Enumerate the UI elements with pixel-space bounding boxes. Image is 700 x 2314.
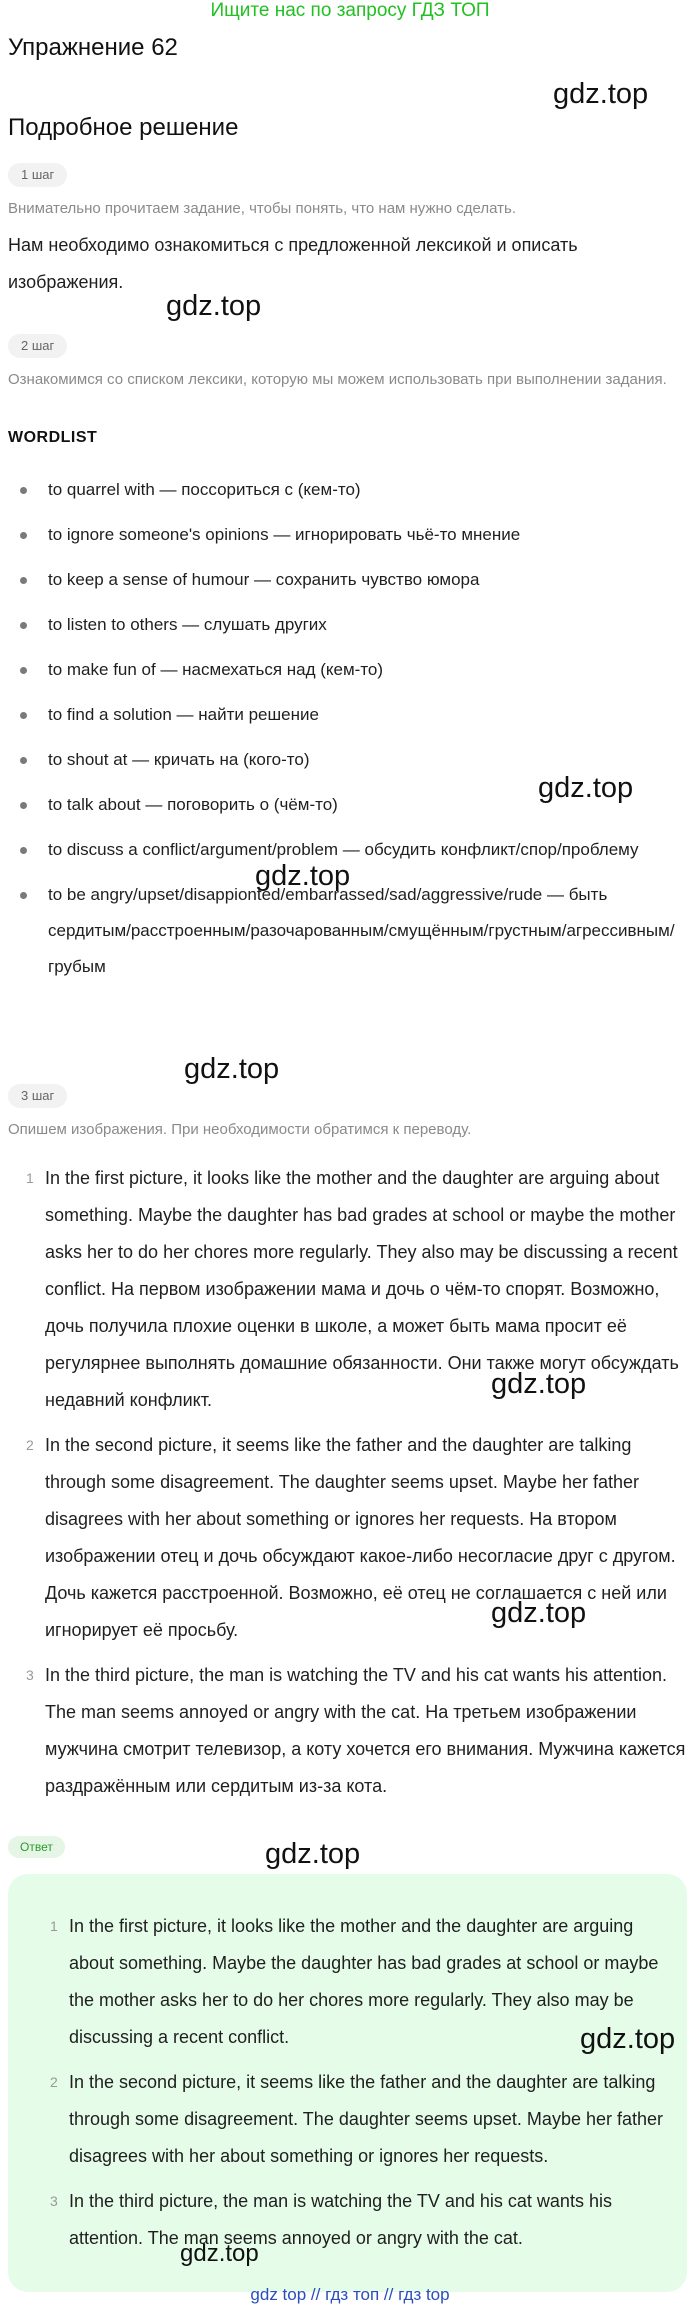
- item-number: 2: [50, 2074, 58, 2090]
- list-item: [32, 2183, 672, 2257]
- item-number: 3: [26, 1667, 34, 1683]
- bullet-icon: [20, 532, 27, 539]
- step-badge: 2 шаг: [8, 334, 67, 358]
- watermark: gdz.top: [580, 2023, 676, 2055]
- item-text: In the third picture, the man is watching the TV and his cat wants his attention. The man seems annoyed or angry with the cat. На третьем изображении мужчина смотрит телевизор, а коту хочется его внимания. Мужчина кажется раздражённым или сердитым из-за кота.: [45, 1665, 686, 1796]
- answer-badge: Ответ: [8, 1836, 65, 1858]
- bullet-icon: [20, 892, 27, 899]
- step-note: Внимательно прочитаем задание, чтобы понять, что нам нужно сделать.: [8, 200, 517, 217]
- list-item: [14, 652, 686, 688]
- bullet-icon: [20, 802, 27, 809]
- step-note: Ознакомимся со списком лексики, которую мы можем использовать при выполнении задания.: [8, 371, 667, 388]
- watermark: gdz.top: [491, 1597, 587, 1629]
- list-item: [32, 1908, 672, 2056]
- watermark: gdz.top: [180, 2240, 259, 2267]
- list-item-text: to discuss a conflict/argument/problem — обсудить конфликт/спор/проблему: [48, 840, 639, 859]
- watermark: gdz.top: [166, 290, 262, 322]
- list-item-text: to listen to others — слушать других: [48, 615, 327, 634]
- item-number: 2: [26, 1437, 34, 1453]
- item-number: 3: [50, 2193, 58, 2209]
- watermark: gdz.top: [184, 1053, 280, 1085]
- item-number: 1: [50, 1918, 58, 1934]
- section-title: Подробное решение: [8, 114, 239, 141]
- watermark: gdz.top: [553, 78, 649, 110]
- bullet-icon: [20, 577, 27, 584]
- list-item-text: to make fun of — насмехаться над (кем-то): [48, 660, 384, 679]
- list-item-text: to talk about — поговорить о (чём-то): [48, 795, 338, 814]
- list-item-text: to keep a sense of humour — сохранить чувство юмора: [48, 570, 480, 589]
- step-text: Нам необходимо ознакомиться с предложенной лексикой и описать изображения.: [8, 235, 578, 292]
- list-item-text: to shout at — кричать на (кого-то): [48, 750, 310, 769]
- watermark: gdz.top: [491, 1368, 587, 1400]
- list-item: [32, 2064, 672, 2175]
- item-text: In the third picture, the man is watching the TV and his cat wants his attention. The man seems annoyed or angry with the cat.: [69, 2191, 612, 2248]
- item-number: 1: [26, 1170, 34, 1186]
- item-text: In the second picture, it seems like the father and the daughter are talking through some disagreement. The daughter seems upset. Maybe her father disagrees with her about something or ignores her requests. На втором изображении отец и дочь обсуждают какое-либо несогласие друг с другом. Дочь кажется расстроенной. Возможно, её отец не соглашается с ней или игнорирует её просьбу.: [45, 1435, 676, 1640]
- wordlist: [14, 472, 686, 994]
- bullet-icon: [20, 847, 27, 854]
- list-item: [14, 562, 686, 598]
- bullet-icon: [20, 757, 27, 764]
- watermark: gdz.top: [255, 860, 351, 892]
- list-item: [14, 607, 686, 643]
- wordlist-heading: WORDLIST: [8, 429, 98, 446]
- watermark: gdz.top: [265, 1838, 361, 1870]
- list-item: [14, 472, 686, 508]
- list-item: [14, 697, 686, 733]
- footer-links[interactable]: gdz top // гдз топ // гдз top: [250, 2285, 450, 2304]
- list-item-text: to ignore someone's opinions — игнорировать чьё-то мнение: [48, 525, 521, 544]
- list-item: [14, 517, 686, 553]
- list-item-text: to be angry/upset/disappionted/embarrassed/sad/aggressive/rude — быть сердитым/расстроенным/разочарованным/смущённым/грустным/агрессивным/грубым: [48, 885, 675, 976]
- answer-list: [32, 1908, 672, 2265]
- watermark: gdz.top: [538, 772, 634, 804]
- step-badge: 3 шаг: [8, 1084, 67, 1108]
- list-item: [8, 1657, 688, 1805]
- item-text: In the first picture, it looks like the mother and the daughter are arguing about something. Maybe the daughter has bad grades at school or maybe the mother asks her to do her chores more regularly. They also may be discussing a recent conflict.: [69, 1916, 659, 2047]
- item-text: In the first picture, it looks like the mother and the daughter are arguing about something. Maybe the daughter has bad grades at school or maybe the mother asks her to do her chores more regularly. They also may be discussing a recent conflict. На первом изображении мама и дочь о чём-то спорят. Возможно, дочь получила плохие оценки в школе, а может быть мама просит её регулярнее выполнять домашние обязанности. Они также могут обсуждать недавний конфликт.: [45, 1168, 679, 1410]
- bullet-icon: [20, 712, 27, 719]
- bullet-icon: [20, 622, 27, 629]
- step-badge: 1 шаг: [8, 163, 67, 187]
- list-item-text: to find a solution — найти решение: [48, 705, 319, 724]
- page-title: Упражнение 62: [8, 34, 178, 61]
- step-note: Опишем изображения. При необходимости обратимся к переводу.: [8, 1121, 472, 1138]
- list-item: [14, 877, 686, 985]
- top-banner: Ищите нас по запросу ГДЗ ТОП: [210, 0, 490, 21]
- list-item-text: to quarrel with — поссориться с (кем-то): [48, 480, 361, 499]
- item-text: In the second picture, it seems like the father and the daughter are talking through some disagreement. The daughter seems upset. Maybe her father disagrees with her about something or ignores her requests.: [69, 2072, 664, 2166]
- bullet-icon: [20, 667, 27, 674]
- bullet-icon: [20, 487, 27, 494]
- solution-list: [8, 1160, 688, 1813]
